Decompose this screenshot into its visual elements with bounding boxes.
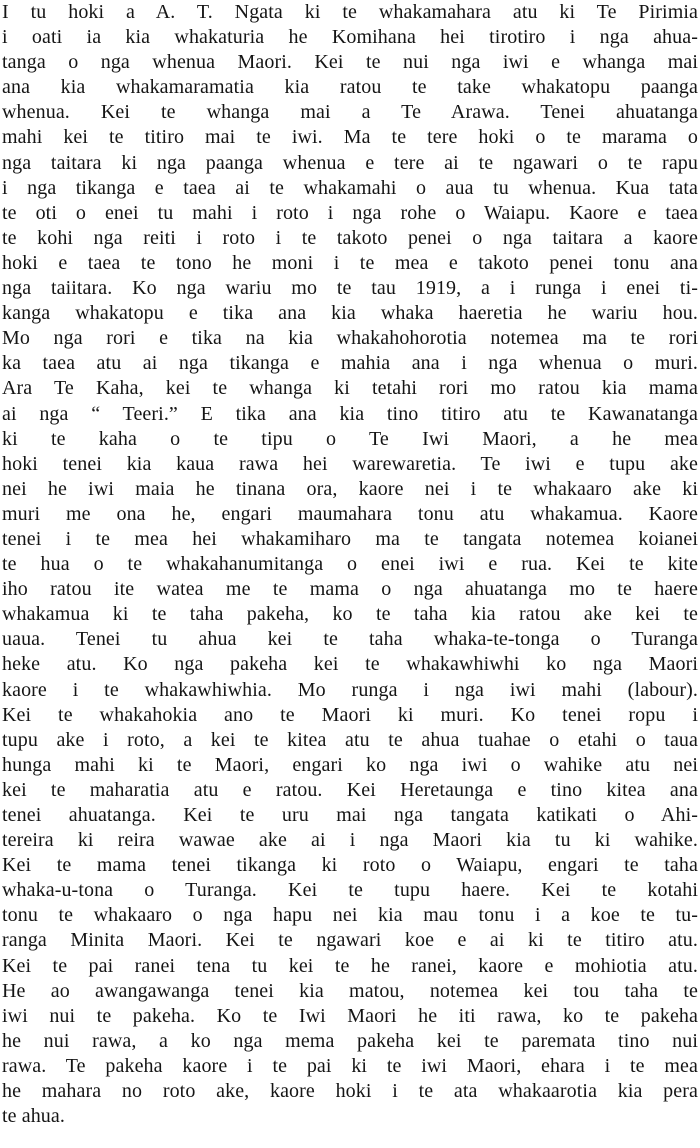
text-line: ka taea atu ai nga tikanga e mahia ana i nga whenua o muri. (2, 352, 698, 375)
text-line: muri me ona he, engari maumahara tonu atu whakamua. Kaore (2, 502, 698, 525)
text-line: uaua. Tenei tu ahua kei te taha whaka-te-tonga o Turanga (2, 628, 698, 651)
text-line: tenei i te mea hei whakamiharo ma te tangata notemea koianei (2, 527, 698, 550)
text-line: nga taitara ki nga paanga whenua e tere ai te ngawari o te rapu (2, 151, 698, 174)
text-line: Mo nga rori e tika na kia whakahohorotia notemea ma te rori (2, 327, 698, 350)
text-line: tonu te whakaaro o nga hapu nei kia mau tonu i a koe te tu- (2, 904, 698, 927)
text-line: iho ratou ite watea me te mama o nga ahuatanga mo te haere (2, 578, 698, 601)
text-line: i nga tikanga e taea ai te whakamahi o aua tu whenua. Kua tata (2, 176, 698, 199)
text-line: te hua o te whakahanumitanga o enei iwi e rua. Kei te kite (2, 553, 698, 576)
text-line: tereira ki reira wawae ake ai i nga Maori kia tu ki wahike. (2, 829, 698, 852)
text-line: Kei te whakahokia ano te Maori ki muri. Ko tenei ropu i (2, 703, 698, 726)
text-line: mahi kei te titiro mai te iwi. Ma te tere hoki o te marama o (2, 126, 698, 149)
text-line: whenua. Kei te whanga mai a Te Arawa. Tenei ahuatanga (2, 101, 698, 124)
text-line: whakamua ki te taha pakeha, ko te taha kia ratou ake kei te (2, 603, 698, 626)
text-line: ana kia whakamaramatia kia ratou te take whakatopu paanga (2, 76, 698, 99)
text-line: kei te maharatia atu e ratou. Kei Heretaunga e tino kitea ana (2, 778, 698, 801)
text-line: He ao awangawanga tenei kia matou, notemea kei tou taha te (2, 979, 698, 1002)
text-line: tenei ahuatanga. Kei te uru mai nga tangata katikati o Ahi- (2, 804, 698, 826)
text-line: kaore i te whakawhiwhia. Mo runga i nga iwi mahi (labour). (2, 678, 698, 701)
text-line: tanga o nga whenua Maori. Kei te nui nga iwi e whanga mai (2, 51, 698, 74)
text-line: iwi nui te pakeha. Ko te Iwi Maori he iti rawa, ko te pakeha (2, 1004, 698, 1027)
text-line: te kohi nga reiti i roto i te takoto penei o nga taitara a kaore (2, 226, 698, 249)
text-line: hoki tenei kia kaua rawa hei warewaretia. Te iwi e tupu ake (2, 452, 698, 475)
text-line: Kei te mama tenei tikanga ki roto o Waiapu, engari te taha (2, 854, 698, 877)
text-line: ranga Minita Maori. Kei te ngawari koe e ai ki te titiro atu. (2, 929, 698, 952)
text-line: whaka-u-tona o Turanga. Kei te tupu haere. Kei te kotahi (2, 879, 698, 902)
text-line: I tu hoki a A. T. Ngata ki te whakamahara atu ki Te Pirimia (2, 1, 698, 23)
text-line: rawa. Te pakeha kaore i te pai ki te iwi Maori, ehara i te mea (2, 1054, 698, 1077)
text-line: kanga whakatopu e tika ana kia whaka haeretia he wariu hou. (2, 302, 698, 325)
text-line: i oati ia kia whakaturia he Komihana hei tirotiro i nga ahua- (2, 26, 698, 49)
body-text (2, 0, 700, 1129)
text-line: nga taiitara. Ko nga wariu mo te tau 1919, a i runga i enei ti- (2, 277, 698, 300)
text-line: hunga mahi ki te Maori, engari ko nga iwi o wahike atu nei (2, 753, 698, 776)
text-line: te ahua. (2, 1105, 65, 1128)
text-line: nei he iwi maia he tinana ora, kaore nei i te whakaaro ake ki (2, 477, 698, 500)
text-line: ki te kaha o te tipu o Te Iwi Maori, a he mea (2, 427, 698, 450)
text-line: te oti o enei tu mahi i roto i nga rohe o Waiapu. Kaore e taea (2, 201, 698, 224)
text-line: hoki e taea te tono he moni i te mea e takoto penei tonu ana (2, 251, 698, 274)
text-line: tupu ake i roto, a kei te kitea atu te ahua tuahae o etahi o taua (2, 728, 698, 751)
text-line: ai nga “ Teeri.” E tika ana kia tino titiro atu te Kawanatanga (2, 402, 698, 425)
text-line: he nui rawa, a ko nga mema pakeha kei te paremata tino nui (2, 1029, 698, 1052)
text-line: Kei te pai ranei tena tu kei te he ranei, kaore e mohiotia atu. (2, 954, 698, 977)
text-line: he mahara no roto ake, kaore hoki i te ata whakaarotia kia pera (2, 1080, 698, 1103)
text-line: heke atu. Ko nga pakeha kei te whakawhiwhi ko nga Maori (2, 653, 698, 676)
text-line: Ara Te Kaha, kei te whanga ki tetahi rori mo ratou kia mama (2, 377, 698, 400)
